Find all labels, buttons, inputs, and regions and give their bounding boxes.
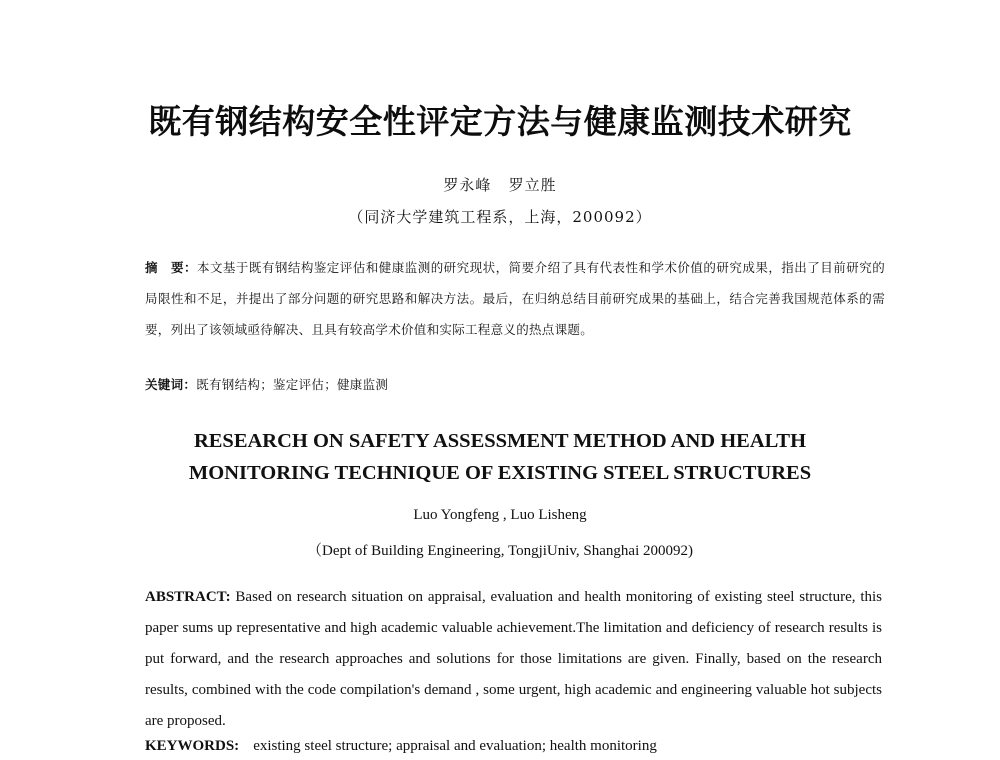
- chinese-affiliation: （同济大学建筑工程系，上海，200092）: [348, 208, 652, 226]
- english-keywords: [145, 738, 885, 755]
- chinese-abstract-text: 本文基于既有钢结构鉴定评估和健康监测的研究现状，简要介绍了具有代表性和学术价值的研究成果，指出了目前研究的局限性和不足，并提出了部分问题的研究思路和解决方法。最后，在归纳总结目前研究成果的基础上，结合完善我国规范体系的需要，列出了该领域亟待解决、且具有较高学术价值和实际工程意义的热点课题。: [145, 260, 886, 337]
- english-title: [0, 425, 1000, 489]
- chinese-abstract: [145, 252, 885, 345]
- english-keywords-text: existing steel structure; appraisal and evaluation; health monitoring: [253, 738, 657, 754]
- english-title-line-1: RESEARCH ON SAFETY ASSESSMENT METHOD AND HEALTH: [193, 430, 807, 452]
- chinese-keywords-text: 既有钢结构；鉴定评估；健康监测: [196, 377, 389, 392]
- english-abstract-label: ABSTRACT:: [145, 589, 231, 605]
- chinese-keywords-label: 关键词：: [145, 377, 197, 392]
- chinese-abstract-label: 摘 要：: [145, 260, 197, 275]
- chinese-authors: 罗永峰 罗立胜: [443, 176, 557, 194]
- english-title-line-2: MONITORING TECHNIQUE OF EXISTING STEEL STRUCTURES: [188, 462, 812, 484]
- chinese-title: 既有钢结构安全性评定方法与健康监测技术研究: [148, 102, 852, 141]
- chinese-keywords: [145, 375, 885, 393]
- english-affiliation: （Dept of Building Engineering, TongjiUniv, Shanghai 200092): [307, 543, 693, 559]
- english-authors: Luo Yongfeng , Luo Lisheng: [413, 507, 587, 523]
- english-abstract: [145, 582, 882, 737]
- english-abstract-text: Based on research situation on appraisal, evaluation and health monitoring of existing steel structure, this paper sums up representative and high academic valuable achievement.The limitation and deficiency of research results is put forward, and the research approaches and solutions for those limitations are given. Finally, based on the research results, combined with the code compilation's demand , some urgent, high academic and engineering valuable hot subjects are proposed.: [145, 589, 882, 729]
- english-keywords-label: KEYWORDS:: [145, 738, 240, 754]
